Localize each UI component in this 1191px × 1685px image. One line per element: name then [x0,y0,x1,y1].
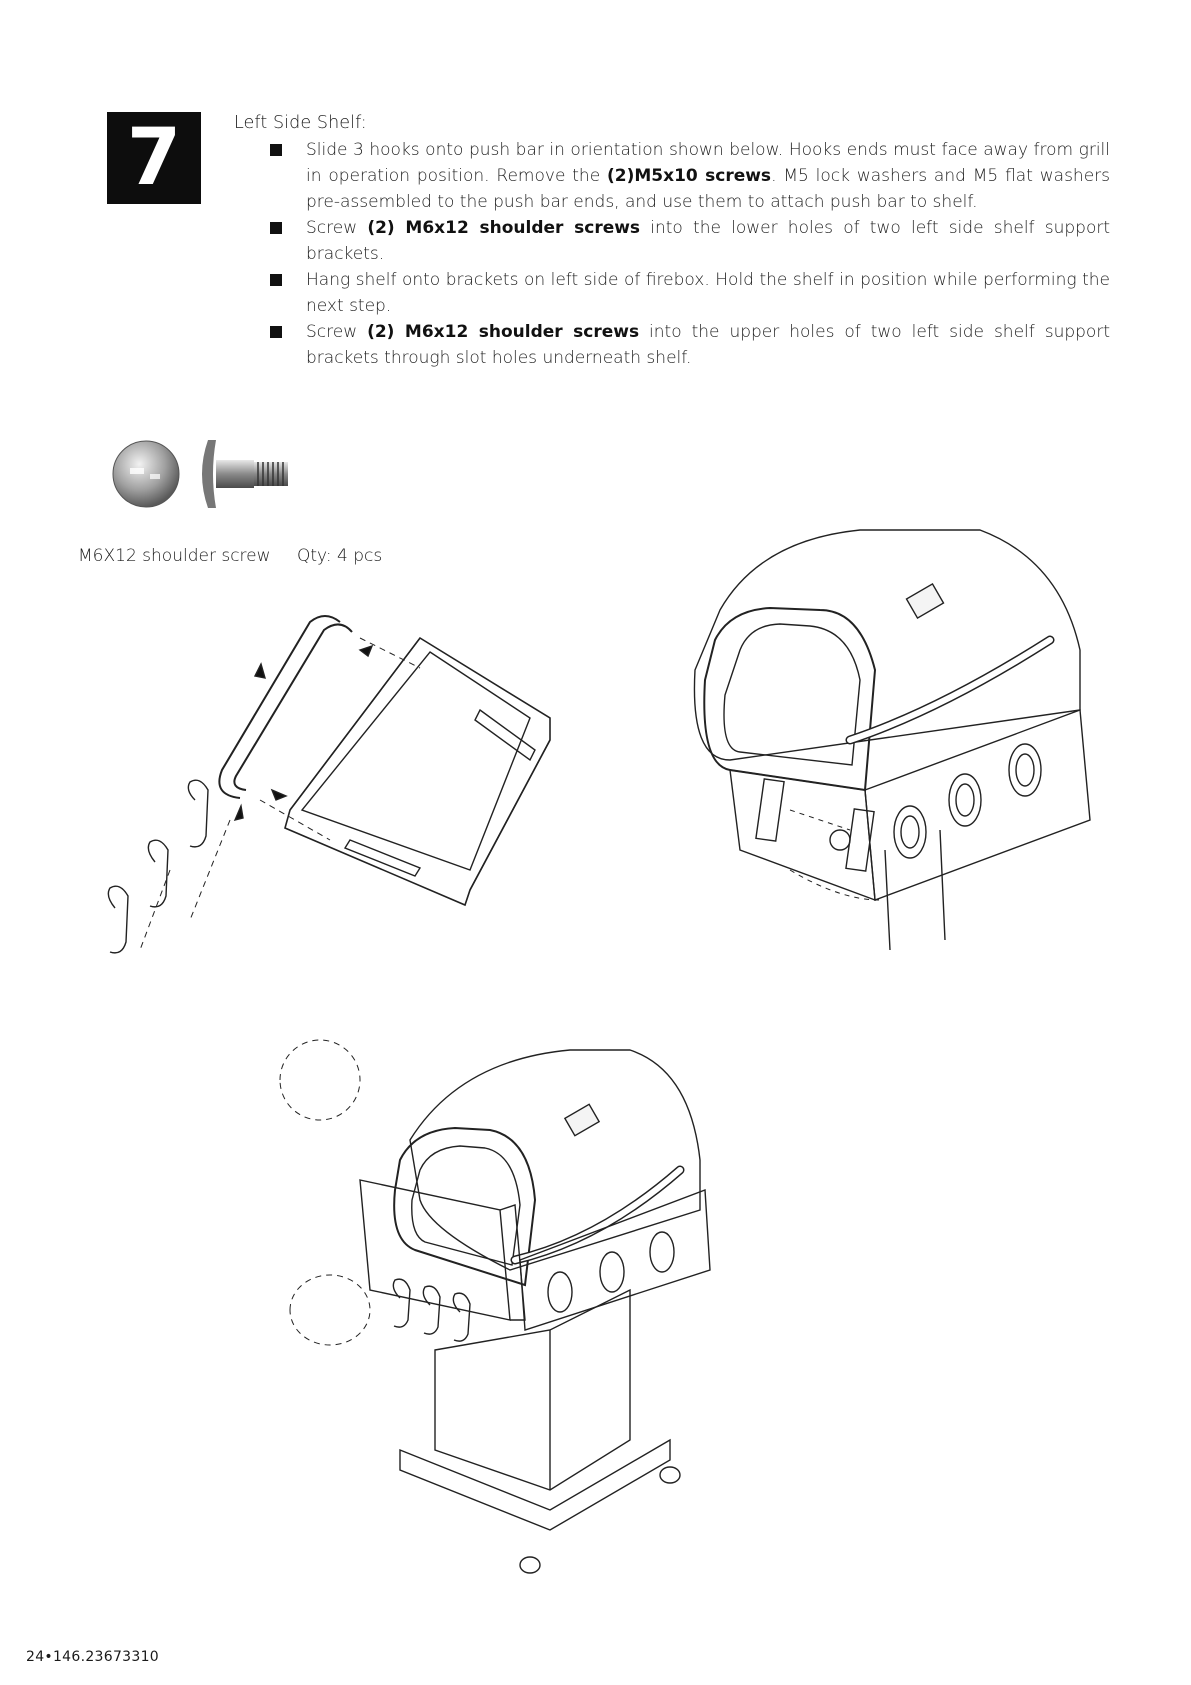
square-bullet-icon [270,144,282,156]
screw-side-icon [202,440,288,508]
firebox-bracket-diagram [640,520,1130,960]
document-footer-code: 24•146.23673310 [26,1649,160,1665]
caster-wheel-icon [520,1467,680,1573]
instruction-bold-text: (2) M6x12 shoulder screws [367,218,641,238]
step-number-box: 7 [107,112,201,204]
grill-lid [410,1050,700,1270]
instruction-text: into the lower holes of two left side shelf support brackets. [306,218,1110,264]
instruction-text: Screw [306,322,368,342]
instruction-item [270,215,1110,267]
section-title: Left Side Shelf: [234,113,367,133]
shoulder-screw-illustration [112,438,292,508]
square-bullet-icon [270,326,282,338]
firebox-front [730,770,875,900]
control-panel [865,710,1090,900]
instruction-bold-text: (2)M5x10 screws [607,166,772,186]
control-panel [520,1190,710,1330]
instruction-text: Slide 3 hooks onto push bar in orientation shown below. Hooks ends must face away from grill in operation position. Remove the [306,140,1110,186]
instruction-item [270,137,1110,215]
screw-head-icon [113,441,179,507]
detail-callout [280,1040,370,1345]
push-bar [219,616,340,798]
instruction-item [270,319,1110,371]
control-knob-icon [894,744,1041,858]
left-side-shelf [360,1180,510,1320]
logo-badge [907,584,944,618]
shelf-tray [285,638,550,905]
square-bullet-icon [270,222,282,234]
hook-icon [108,780,208,953]
hook-icon [393,1279,470,1341]
lid-handle [850,640,1050,740]
part-quantity-label: Qty: 4 pcs [297,546,383,566]
logo-badge [565,1104,599,1135]
instruction-text: into the upper holes of two left side shelf support brackets through slot holes underneath shelf. [306,322,1110,368]
cart-body [435,1290,630,1490]
instruction-list [270,137,1110,371]
instruction-text: . M5 lock washers and M5 flat washers pre-assembled to the push bar ends, and use them to attach push bar to shelf. [306,166,1111,212]
instruction-text: Screw [306,218,368,238]
shelf-support-bracket [756,779,784,841]
shelf-assembly-diagram [90,600,560,980]
instruction-text: Hang shelf onto brackets on left side of firebox. Hold the shelf in position while performing the next step. [306,270,1110,316]
part-name-label: M6X12 shoulder screw [78,546,271,566]
shelf-installed-diagram [300,1030,760,1590]
lid-handle [515,1170,680,1260]
square-bullet-icon [270,274,282,286]
instruction-item [270,267,1110,319]
instruction-bold-text: (2) M6x12 shoulder screws [367,322,640,342]
